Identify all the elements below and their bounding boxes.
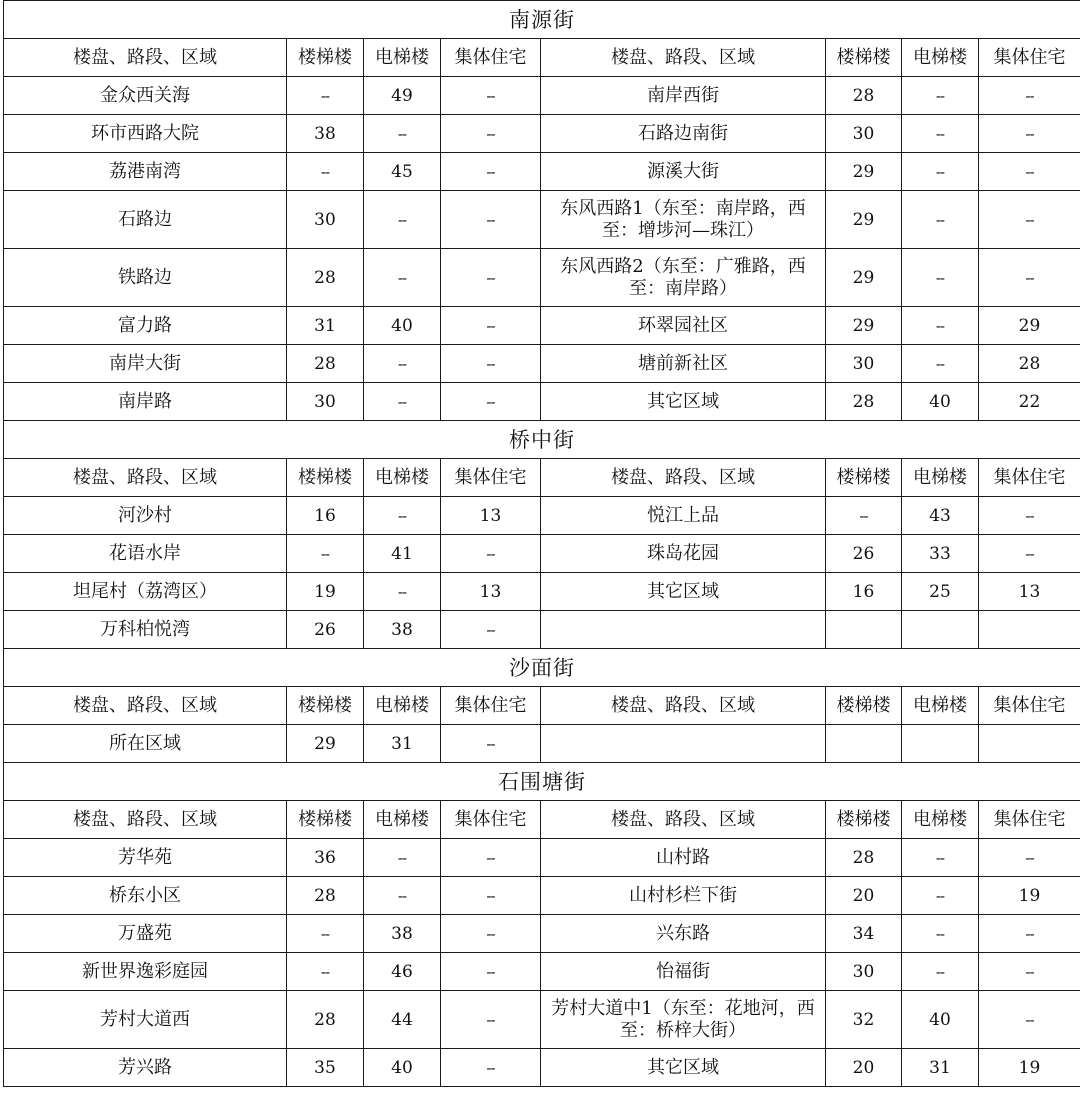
price-cell: --: [441, 915, 541, 953]
table-row: [4, 191, 1080, 249]
area-name-cell: 富力路: [4, 307, 287, 345]
column-header: 楼梯楼: [826, 801, 902, 839]
table-row: [4, 153, 1080, 191]
area-name-cell: 万盛苑: [4, 915, 287, 953]
table-row: [4, 1049, 1080, 1087]
column-header: 集体住宅: [441, 39, 541, 77]
area-name-cell: 芳村大道西: [4, 991, 287, 1049]
column-header: 楼梯楼: [826, 459, 902, 497]
price-cell: --: [441, 191, 541, 249]
price-cell: 26: [826, 535, 902, 573]
price-cell: 28: [287, 877, 364, 915]
table-row: [4, 345, 1080, 383]
column-header: 集体住宅: [979, 459, 1080, 497]
column-header: 集体住宅: [441, 687, 541, 725]
section-title: 南源街: [4, 1, 1080, 39]
column-header: 楼梯楼: [287, 39, 364, 77]
price-cell: [902, 611, 979, 649]
price-cell: 28: [826, 383, 902, 421]
column-header: 楼梯楼: [826, 687, 902, 725]
price-cell: 40: [902, 383, 979, 421]
price-cell: 31: [902, 1049, 979, 1087]
price-cell: 40: [364, 307, 441, 345]
table-row: [4, 915, 1080, 953]
price-cell: --: [441, 725, 541, 763]
price-table: [3, 0, 1080, 1087]
price-cell: 13: [979, 573, 1080, 611]
section-title-row: [4, 763, 1080, 801]
price-cell: 22: [979, 383, 1080, 421]
area-name-cell: 其它区域: [541, 1049, 826, 1087]
price-cell: --: [902, 345, 979, 383]
price-cell: --: [287, 153, 364, 191]
price-cell: [826, 611, 902, 649]
column-header: 楼盘、路段、区域: [4, 801, 287, 839]
table-row: [4, 611, 1080, 649]
price-cell: --: [287, 953, 364, 991]
section-title-row: [4, 649, 1080, 687]
section-title: 沙面街: [4, 649, 1080, 687]
price-cell: 30: [287, 383, 364, 421]
price-cell: 28: [287, 249, 364, 307]
table-row: [4, 839, 1080, 877]
column-header: 楼盘、路段、区域: [541, 801, 826, 839]
price-cell: 36: [287, 839, 364, 877]
price-cell: --: [902, 191, 979, 249]
area-name-cell: 芳兴路: [4, 1049, 287, 1087]
area-name-cell: 怡福街: [541, 953, 826, 991]
area-name-cell: 桥东小区: [4, 877, 287, 915]
table-row: [4, 991, 1080, 1049]
price-cell: --: [364, 497, 441, 535]
price-cell: 49: [364, 77, 441, 115]
area-name-cell: 荔港南湾: [4, 153, 287, 191]
section-title-row: [4, 421, 1080, 459]
area-name-cell: 芳华苑: [4, 839, 287, 877]
price-cell: --: [979, 991, 1080, 1049]
price-cell: --: [441, 991, 541, 1049]
price-cell: --: [364, 839, 441, 877]
column-header: 电梯楼: [902, 39, 979, 77]
area-name-cell: 其它区域: [541, 573, 826, 611]
price-cell: 19: [287, 573, 364, 611]
price-cell: 45: [364, 153, 441, 191]
price-cell: 29: [826, 307, 902, 345]
price-cell: [979, 611, 1080, 649]
column-header: 电梯楼: [364, 801, 441, 839]
price-cell: 28: [979, 345, 1080, 383]
price-cell: --: [979, 115, 1080, 153]
column-header: 集体住宅: [441, 801, 541, 839]
price-cell: --: [441, 1049, 541, 1087]
price-cell: 40: [902, 991, 979, 1049]
price-cell: --: [441, 249, 541, 307]
price-cell: --: [287, 915, 364, 953]
price-cell: --: [441, 153, 541, 191]
price-cell: --: [979, 77, 1080, 115]
section-title: 桥中街: [4, 421, 1080, 459]
area-name-cell: 芳村大道中1（东至：花地河，西至：桥梓大街）: [541, 991, 826, 1049]
table-row: [4, 953, 1080, 991]
table-row: [4, 535, 1080, 573]
column-header: 楼盘、路段、区域: [4, 687, 287, 725]
price-cell: --: [979, 249, 1080, 307]
area-name-cell: 其它区域: [541, 383, 826, 421]
price-cell: --: [979, 497, 1080, 535]
price-cell: 32: [826, 991, 902, 1049]
section-title: 石围塘街: [4, 763, 1080, 801]
price-cell: --: [441, 383, 541, 421]
price-cell: 16: [287, 497, 364, 535]
price-cell: --: [902, 153, 979, 191]
price-cell: --: [441, 307, 541, 345]
table-row: [4, 877, 1080, 915]
price-cell: --: [441, 535, 541, 573]
table-row: [4, 725, 1080, 763]
area-name-cell: 南岸西街: [541, 77, 826, 115]
column-header: 楼梯楼: [287, 687, 364, 725]
area-name-cell: 河沙村: [4, 497, 287, 535]
column-header-row: [4, 687, 1080, 725]
price-cell: --: [902, 115, 979, 153]
price-cell: --: [441, 77, 541, 115]
price-cell: 30: [826, 345, 902, 383]
price-cell: 26: [287, 611, 364, 649]
area-name-cell: 万科柏悦湾: [4, 611, 287, 649]
column-header: 集体住宅: [979, 801, 1080, 839]
price-cell: 20: [826, 877, 902, 915]
column-header: 电梯楼: [902, 687, 979, 725]
area-name-cell: 源溪大街: [541, 153, 826, 191]
price-cell: 33: [902, 535, 979, 573]
area-name-cell: 花语水岸: [4, 535, 287, 573]
area-name-cell: 石路边: [4, 191, 287, 249]
price-cell: 29: [826, 191, 902, 249]
area-name-cell: 悦江上品: [541, 497, 826, 535]
price-cell: --: [441, 839, 541, 877]
area-name-cell: 兴东路: [541, 915, 826, 953]
price-cell: --: [902, 915, 979, 953]
area-name-cell: 金众西关海: [4, 77, 287, 115]
area-name-cell: 东风西路2（东至：广雅路，西至：南岸路）: [541, 249, 826, 307]
area-name-cell: 环市西路大院: [4, 115, 287, 153]
price-cell: --: [364, 115, 441, 153]
price-cell: 28: [826, 839, 902, 877]
price-cell: 20: [826, 1049, 902, 1087]
column-header-row: [4, 459, 1080, 497]
price-cell: --: [902, 77, 979, 115]
column-header: 楼盘、路段、区域: [4, 459, 287, 497]
price-cell: 35: [287, 1049, 364, 1087]
price-cell: 40: [364, 1049, 441, 1087]
price-cell: 38: [287, 115, 364, 153]
column-header: 电梯楼: [902, 801, 979, 839]
price-cell: 16: [826, 573, 902, 611]
price-cell: --: [979, 953, 1080, 991]
price-cell: --: [441, 345, 541, 383]
area-name-cell: 铁路边: [4, 249, 287, 307]
column-header: 楼盘、路段、区域: [541, 39, 826, 77]
column-header: 集体住宅: [441, 459, 541, 497]
price-cell: 29: [826, 249, 902, 307]
price-cell: 38: [364, 611, 441, 649]
table-row: [4, 249, 1080, 307]
column-header: 集体住宅: [979, 39, 1080, 77]
price-cell: 19: [979, 877, 1080, 915]
column-header: 楼梯楼: [287, 801, 364, 839]
area-name-cell: 新世界逸彩庭园: [4, 953, 287, 991]
area-name-cell: 珠岛花园: [541, 535, 826, 573]
price-cell: 44: [364, 991, 441, 1049]
area-name-cell: 所在区域: [4, 725, 287, 763]
price-cell: 19: [979, 1049, 1080, 1087]
price-cell: 46: [364, 953, 441, 991]
area-name-cell: [541, 611, 826, 649]
column-header: 电梯楼: [902, 459, 979, 497]
price-cell: --: [979, 915, 1080, 953]
price-cell: --: [979, 535, 1080, 573]
price-cell: --: [979, 191, 1080, 249]
price-cell: 13: [441, 497, 541, 535]
section-title-row: [4, 1, 1080, 39]
price-cell: --: [826, 497, 902, 535]
column-header: 楼梯楼: [826, 39, 902, 77]
area-name-cell: [541, 725, 826, 763]
price-cell: 29: [979, 307, 1080, 345]
price-cell: --: [441, 115, 541, 153]
area-name-cell: 石路边南街: [541, 115, 826, 153]
column-header-row: [4, 39, 1080, 77]
price-cell: 30: [826, 115, 902, 153]
price-cell: [826, 725, 902, 763]
area-name-cell: 塘前新社区: [541, 345, 826, 383]
price-cell: --: [287, 77, 364, 115]
area-name-cell: 坦尾村（荔湾区）: [4, 573, 287, 611]
table-row: [4, 115, 1080, 153]
price-cell: 29: [287, 725, 364, 763]
price-cell: --: [979, 153, 1080, 191]
price-cell: 25: [902, 573, 979, 611]
price-cell: 28: [287, 991, 364, 1049]
area-name-cell: 南岸路: [4, 383, 287, 421]
price-cell: --: [902, 249, 979, 307]
column-header-row: [4, 801, 1080, 839]
price-cell: 13: [441, 573, 541, 611]
table-row: [4, 573, 1080, 611]
price-cell: [902, 725, 979, 763]
price-cell: 34: [826, 915, 902, 953]
price-cell: 43: [902, 497, 979, 535]
area-name-cell: 东风西路1（东至：南岸路，西至：增埗河—珠江）: [541, 191, 826, 249]
column-header: 电梯楼: [364, 39, 441, 77]
table-row: [4, 307, 1080, 345]
column-header: 电梯楼: [364, 459, 441, 497]
column-header: 楼盘、路段、区域: [541, 459, 826, 497]
price-cell: --: [979, 839, 1080, 877]
price-cell: --: [364, 345, 441, 383]
price-cell: --: [902, 953, 979, 991]
area-name-cell: 山村路: [541, 839, 826, 877]
price-cell: --: [441, 877, 541, 915]
table-row: [4, 77, 1080, 115]
area-name-cell: 环翠园社区: [541, 307, 826, 345]
price-cell: 28: [287, 345, 364, 383]
price-cell: 38: [364, 915, 441, 953]
column-header: 电梯楼: [364, 687, 441, 725]
price-cell: --: [364, 383, 441, 421]
price-cell: 41: [364, 535, 441, 573]
price-cell: --: [441, 611, 541, 649]
price-cell: --: [364, 249, 441, 307]
table-row: [4, 497, 1080, 535]
area-name-cell: 南岸大街: [4, 345, 287, 383]
price-cell: 31: [287, 307, 364, 345]
price-cell: 29: [826, 153, 902, 191]
price-cell: 31: [364, 725, 441, 763]
price-cell: 30: [287, 191, 364, 249]
price-cell: --: [902, 839, 979, 877]
price-cell: --: [364, 191, 441, 249]
price-cell: --: [364, 573, 441, 611]
price-cell: --: [441, 953, 541, 991]
price-cell: 28: [826, 77, 902, 115]
price-cell: --: [364, 877, 441, 915]
area-name-cell: 山村杉栏下街: [541, 877, 826, 915]
column-header: 楼盘、路段、区域: [541, 687, 826, 725]
table-row: [4, 383, 1080, 421]
column-header: 楼盘、路段、区域: [4, 39, 287, 77]
price-cell: --: [902, 307, 979, 345]
column-header: 楼梯楼: [287, 459, 364, 497]
column-header: 集体住宅: [979, 687, 1080, 725]
price-cell: --: [902, 877, 979, 915]
price-cell: --: [287, 535, 364, 573]
price-cell: 30: [826, 953, 902, 991]
price-cell: [979, 725, 1080, 763]
